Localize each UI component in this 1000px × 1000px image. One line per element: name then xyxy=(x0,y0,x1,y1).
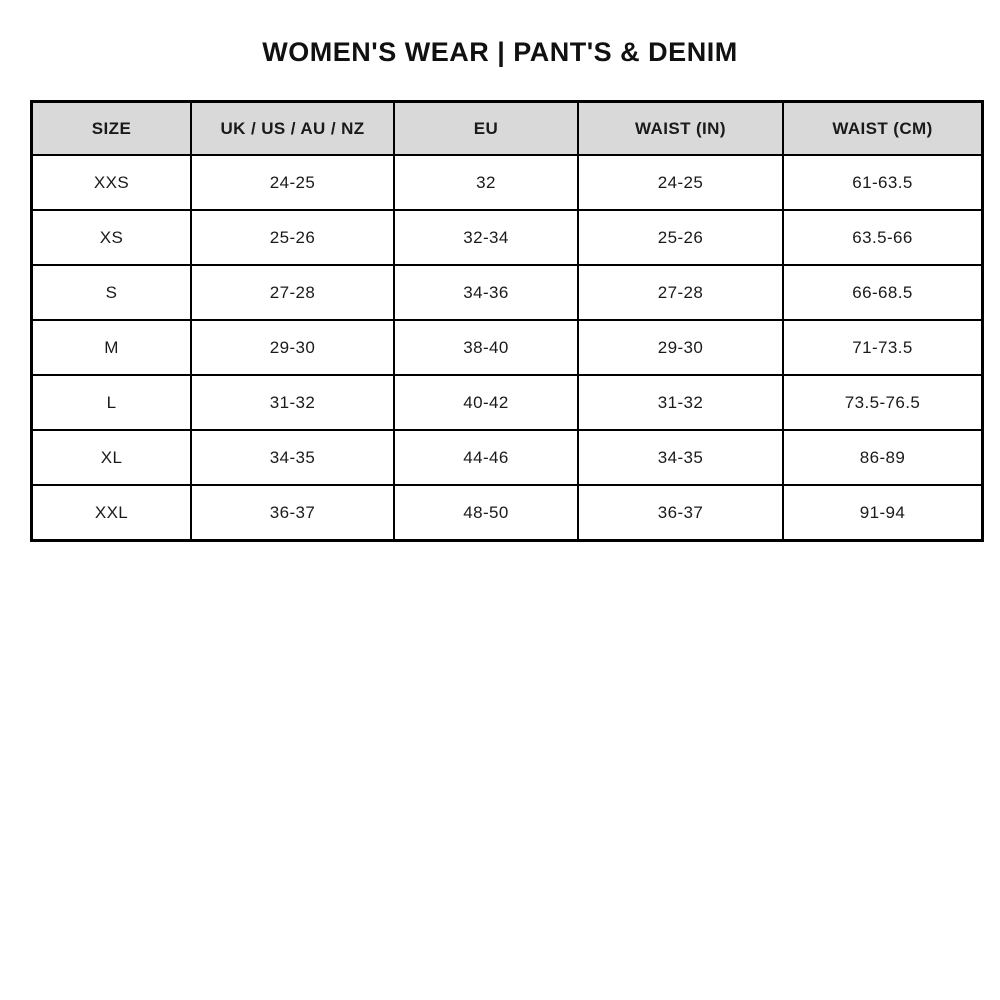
value-cell: 61-63.5 xyxy=(783,155,983,210)
value-cell: 31-32 xyxy=(578,375,783,430)
value-cell: 27-28 xyxy=(578,265,783,320)
table-header xyxy=(32,102,983,156)
value-cell: 34-35 xyxy=(578,430,783,485)
size-cell: XXS xyxy=(32,155,192,210)
table-row xyxy=(32,485,983,541)
value-cell: 86-89 xyxy=(783,430,983,485)
value-cell: 66-68.5 xyxy=(783,265,983,320)
table-row xyxy=(32,155,983,210)
value-cell: 38-40 xyxy=(394,320,578,375)
table-row xyxy=(32,265,983,320)
size-cell: XS xyxy=(32,210,192,265)
value-cell: 29-30 xyxy=(191,320,394,375)
value-cell: 40-42 xyxy=(394,375,578,430)
value-cell: 24-25 xyxy=(191,155,394,210)
value-cell: 32-34 xyxy=(394,210,578,265)
size-cell: S xyxy=(32,265,192,320)
size-cell: M xyxy=(32,320,192,375)
size-cell: L xyxy=(32,375,192,430)
value-cell: 27-28 xyxy=(191,265,394,320)
value-cell: 31-32 xyxy=(191,375,394,430)
value-cell: 71-73.5 xyxy=(783,320,983,375)
column-header: SIZE xyxy=(32,102,192,156)
value-cell: 44-46 xyxy=(394,430,578,485)
value-cell: 29-30 xyxy=(578,320,783,375)
size-cell: XXL xyxy=(32,485,192,541)
size-cell: XL xyxy=(32,430,192,485)
value-cell: 91-94 xyxy=(783,485,983,541)
value-cell: 36-37 xyxy=(191,485,394,541)
column-header: UK / US / AU / NZ xyxy=(191,102,394,156)
size-chart-table xyxy=(30,100,984,542)
table-row xyxy=(32,210,983,265)
table-row xyxy=(32,320,983,375)
value-cell: 24-25 xyxy=(578,155,783,210)
table-body xyxy=(32,155,983,541)
value-cell: 63.5-66 xyxy=(783,210,983,265)
value-cell: 32 xyxy=(394,155,578,210)
value-cell: 34-36 xyxy=(394,265,578,320)
value-cell: 36-37 xyxy=(578,485,783,541)
page-title: WOMEN'S WEAR | PANT'S & DENIM xyxy=(262,37,738,67)
table-row xyxy=(32,430,983,485)
column-header: WAIST (CM) xyxy=(783,102,983,156)
column-header: WAIST (IN) xyxy=(578,102,783,156)
table-row xyxy=(32,375,983,430)
value-cell: 25-26 xyxy=(191,210,394,265)
header-row xyxy=(32,102,983,156)
value-cell: 34-35 xyxy=(191,430,394,485)
value-cell: 73.5-76.5 xyxy=(783,375,983,430)
column-header: EU xyxy=(394,102,578,156)
value-cell: 25-26 xyxy=(578,210,783,265)
value-cell: 48-50 xyxy=(394,485,578,541)
